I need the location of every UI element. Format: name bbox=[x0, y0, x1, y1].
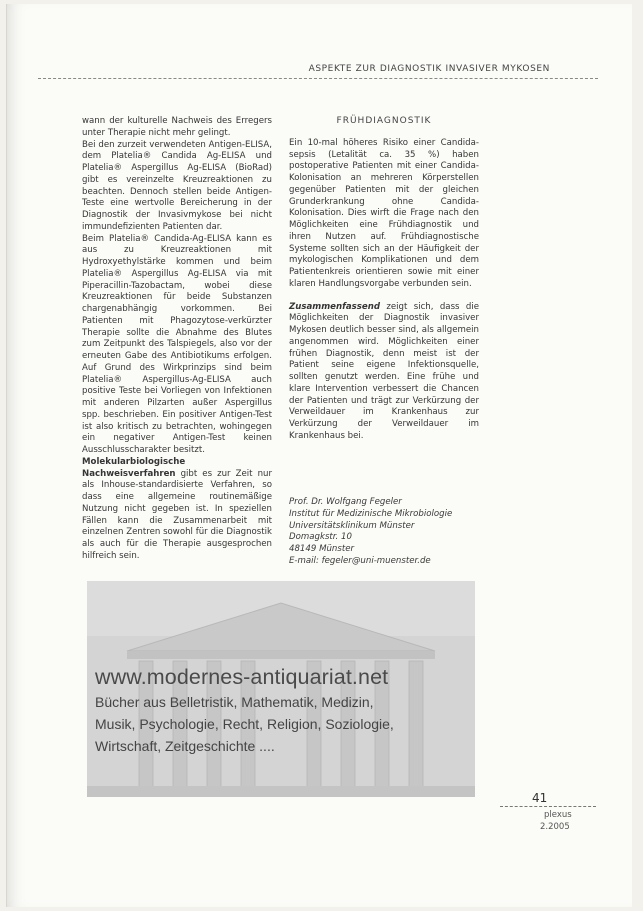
ad-url: www.modernes-antiquariat.net bbox=[95, 665, 389, 689]
author-email: E-mail: fegeler@uni-muenster.de bbox=[289, 555, 431, 566]
advertisement bbox=[87, 581, 475, 797]
journal-name: plexus bbox=[544, 810, 572, 820]
right-paragraph-1: Ein 10-mal höheres Risiko einer Candida-sepsis (Letalität ca. 35 %) haben postoperative Patienten mit einer Candida-Kolonisation an mehreren Körperstellen gegenüber Patienten mit der gleichen Grunderkrankung ohne Candida-Kolonisation. Dies wirft die Frage nach den Möglichkeiten eine Frühdiagnostik und ihren Nutzen auf. Frühdiagnostische Systeme sollten sich an der Häufigkeit der mykologischen Komplikationen und dem Patientenkreis orientieren sowie mit einer klaren Handlungsvorgabe verbunden sein. bbox=[289, 137, 479, 289]
left-paragraph-2: Bei den zurzeit verwendeten Antigen-ELISA, dem Platelia® Candida Ag-ELISA und Platelia® Aspergillus Ag-ELISA (BioRad) gibt es vereinzelte Kreuzreaktionen zu beachten. Dennoch stellen beide Antigen-Teste eine wertvolle Bereicherung in der Diagnostik der Invasivmykose bei nicht immundefizienten Patienten dar. bbox=[82, 139, 272, 232]
section-heading-fruehdiagnostik: FRÜHDIAGNOSTIK bbox=[336, 116, 432, 126]
molecular-methods-text: gibt es zur Zeit nur als Inhouse-standardisierte Verfahren, so dass eine allgemeine routinemäßige Nutzung nicht gegeben ist. In speziellen Fällen kann die Zusammenarbeit mit einzelnen Zentren sowohl für die Diagnostik als auch für die Therapie ausgesprochen hilfreich sein. bbox=[82, 468, 273, 561]
page-number: 41 bbox=[532, 791, 548, 805]
author-name: Prof. Dr. Wolfgang Fegeler bbox=[289, 497, 402, 507]
author-address bbox=[289, 497, 489, 568]
ad-text-line-1: Bücher aus Belletristik, Mathematik, Medizin, bbox=[95, 694, 374, 710]
left-paragraph-1: wann der kulturelle Nachweis des Erregers unter Therapie nicht mehr gelingt. bbox=[82, 116, 272, 138]
right-column bbox=[289, 116, 479, 443]
running-head: ASPEKTE ZUR DIAGNOSTIK INVASIVER MYKOSEN bbox=[308, 64, 550, 74]
ad-text-line-3: Wirtschaft, Zeitgeschichte .... bbox=[95, 738, 275, 754]
left-paragraph-3: Beim Platelia® Candida-Ag-ELISA kann es aus zu Kreuzreaktionen mit Hydroxyethylstärke kommen und beim Platelia® Aspergillus Ag-ELISA via mit Piperacillin-Tazobactam, wobei diese Kreuzreaktionen für beide Substanzen chargenabhängig vorkommen. Bei Patienten mit Phagozytose-verkürzter Therapie sollte die Abnahme des Blutes zum Zeitpunkt des Talspiegels, also vor der erneuten Gabe des Antibiotikums erfolgen. Auf Grund des Wirkprinzips sind beim Platelia® Aspergillus-Ag-ELISA auch positive Teste bei Vorliegen von Infektionen mit anderen Pilzarten außer Aspergillus spp. beschrieben. Ein positiver Antigen-Test ist also kritisch zu betrachten, wohingegen ein negativer Antigen-Test keinen Ausschlusscharakter besitzt. bbox=[82, 233, 272, 455]
author-clinic: Universitätsklinikum Münster bbox=[289, 520, 415, 531]
author-institute: Institut für Medizinische Mikrobiologie bbox=[289, 508, 453, 519]
molecular-methods-lead: Molekularbiologische Nachweisverfahren bbox=[82, 456, 186, 479]
header-rule bbox=[38, 78, 598, 79]
right-paragraph-2 bbox=[289, 302, 479, 443]
left-column bbox=[82, 116, 272, 563]
journal-issue: 2.2005 bbox=[540, 822, 570, 832]
footer-rule bbox=[500, 806, 596, 807]
left-paragraph-4 bbox=[82, 457, 272, 563]
ad-text-line-2: Musik, Psychologie, Recht, Religion, Soziologie, bbox=[95, 716, 394, 732]
summary-lead: Zusammenfassend bbox=[289, 301, 380, 312]
summary-text: zeigt sich, dass die Möglichkeiten der Diagnostik invasiver Mykosen deutlich besser sind, als allgemein angenommen wird. Möglichkeiten einer frühen Diagnostik, denn meist ist der Patient seine eigene Infektionsquelle, sollten genutzt werden. Eine frühe und klare Intervention verbessert die Chancen der Patienten und trägt zur Verkürzung der Verweildauer im Krankenhaus zur Verkürzung der Verweildauer im Krankenhaus bei. bbox=[289, 301, 480, 441]
author-city: 48149 Münster bbox=[289, 544, 355, 555]
author-street: Domagkstr. 10 bbox=[289, 532, 352, 543]
